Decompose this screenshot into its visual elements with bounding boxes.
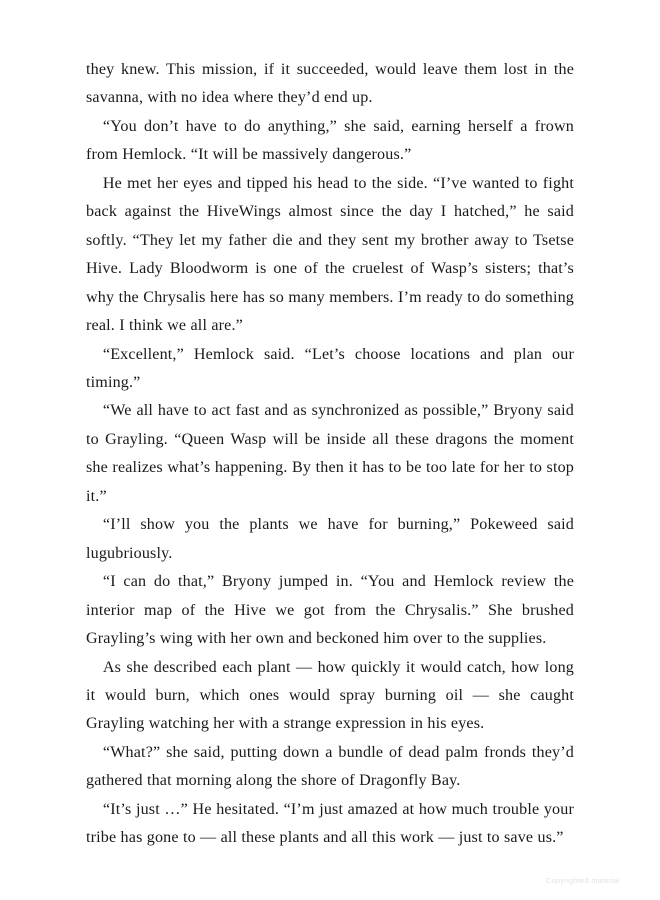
page-text-block [86, 56, 574, 853]
copyright-watermark: Copyrighted material [545, 876, 620, 885]
paragraph: “I’ll show you the plants we have for burning,” Pokeweed said lugubriously. [86, 516, 574, 562]
paragraph: they knew. This mission, if it succeeded, would leave them lost in the savanna, with no idea where they’d end up. [86, 61, 574, 107]
paragraph: “We all have to act fast and as synchronized as possible,” Bryony said to Grayling. “Queen Wasp will be inside all these dragons the moment she realizes what’s happening. By then it has to be too late for her to stop it.” [86, 402, 574, 505]
paragraph: “It’s just …” He hesitated. “I’m just amazed at how much trouble your tribe has gone to — all these plants and all this work — just to save us.” [86, 800, 574, 847]
paragraph: As she described each plant — how quickly it would catch, how long it would burn, which ones would spray burning oil — she caught Grayling watching her with a strange expression in his eyes. [86, 658, 574, 733]
paragraph: “I can do that,” Bryony jumped in. “You and Hemlock review the interior map of the Hive we got from the Chrysalis.” She brushed Grayling’s wing with her own and beckoned him over to the supplies. [86, 573, 574, 648]
paragraph: “You don’t have to do anything,” she said, earning herself a frown from Hemlock. “It will be massively dangerous.” [86, 117, 574, 164]
paragraph: He met her eyes and tipped his head to the side. “I’ve wanted to fight back against the HiveWings almost since the day I hatched,” he said softly. “They let my father die and they sent my brother away to Tsetse Hive. Lady Bloodworm is one of the cruelest of Wasp’s sisters; that’s why the Chrysalis here has so many members. I’m ready to do something real. I think we all are.” [86, 174, 574, 335]
paragraph: “What?” she said, putting down a bundle of dead palm fronds they’d gathered that morning along the shore of Dragonfly Bay. [86, 743, 574, 790]
paragraph: “Excellent,” Hemlock said. “Let’s choose locations and plan our timing.” [86, 345, 574, 391]
